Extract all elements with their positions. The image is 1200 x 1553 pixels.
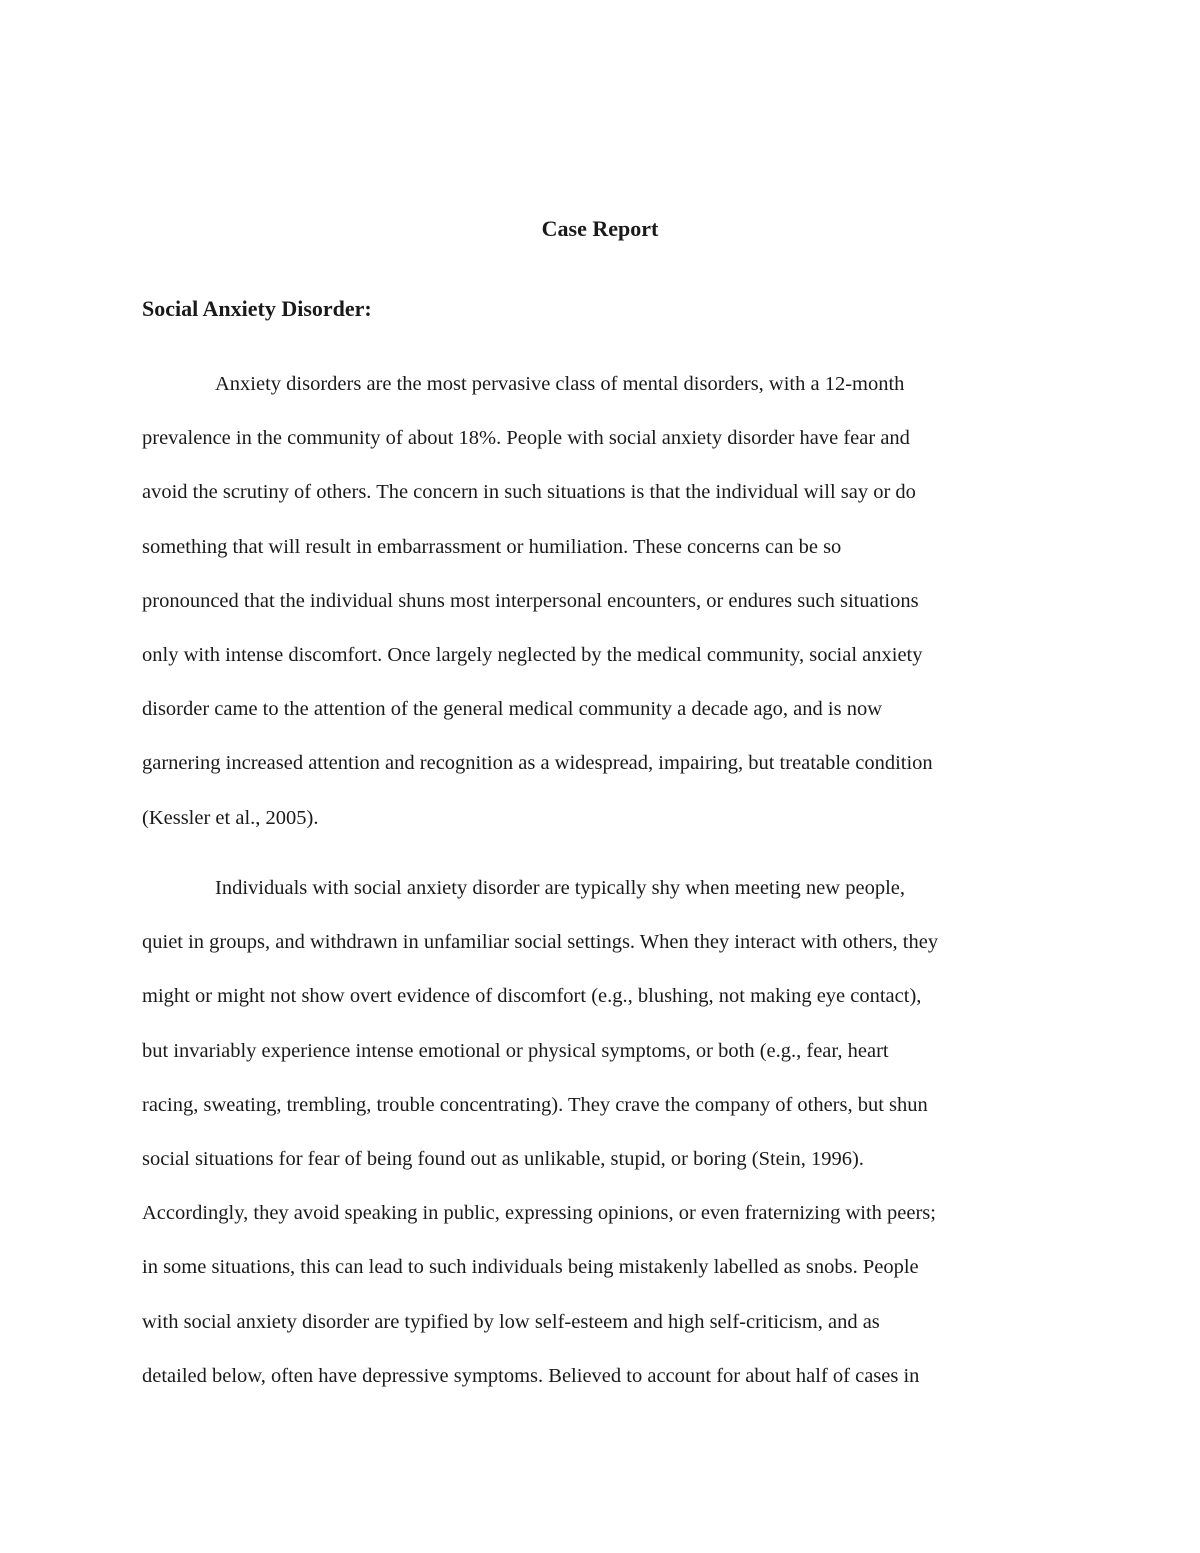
paragraph-line: prevalence in the community of about 18%. People with social anxiety disorder have fear and (142, 427, 910, 450)
paragraph-line: in some situations, this can lead to such individuals being mistakenly labelled as snobs. People (142, 1256, 919, 1279)
paragraph-line: garnering increased attention and recognition as a widespread, impairing, but treatable condition (142, 752, 933, 775)
paragraph-line: avoid the scrutiny of others. The concern in such situations is that the individual will say or do (142, 481, 916, 504)
paragraph-line: disorder came to the attention of the general medical community a decade ago, and is now (142, 698, 883, 721)
paragraph-line: only with intense discomfort. Once largely neglected by the medical community, social anxiety (142, 643, 923, 666)
paragraph-line: but invariably experience intense emotional or physical symptoms, or both (e.g., fear, heart (142, 1039, 889, 1062)
paragraph-line: pronounced that the individual shuns most interpersonal encounters, or endures such situations (142, 589, 919, 612)
document-title: Case Report (541, 216, 659, 241)
paragraph-line: Anxiety disorders are the most pervasive class of mental disorders, with a 12-month (215, 373, 905, 395)
paragraph-line: Accordingly, they avoid speaking in public, expressing opinions, or even fraternizing with peers; (142, 1202, 936, 1225)
section-heading: Social Anxiety Disorder: (142, 296, 372, 321)
paragraph-line: Individuals with social anxiety disorder are typically shy when meeting new people, (215, 877, 905, 899)
paragraph-line: something that will result in embarrassment or humiliation. These concerns can be so (142, 535, 842, 558)
paragraph-line: (Kessler et al., 2005). (142, 806, 319, 829)
paragraph-line: might or might not show overt evidence of discomfort (e.g., blushing, not making eye contact), (142, 985, 922, 1008)
paragraph-line: quiet in groups, and withdrawn in unfamiliar social settings. When they interact with others, they (142, 931, 939, 954)
paragraph-line: detailed below, often have depressive symptoms. Believed to account for about half of cases in (142, 1364, 920, 1387)
paragraph-line: with social anxiety disorder are typified by low self-esteem and high self-criticism, and as (142, 1310, 880, 1333)
paragraph-2 (142, 872, 938, 1414)
paragraph-line: social situations for fear of being found out as unlikable, stupid, or boring (Stein, 1996). (142, 1147, 864, 1170)
paragraph-line: racing, sweating, trembling, trouble concentrating). They crave the company of others, but shun (142, 1093, 928, 1116)
paragraph-1 (142, 368, 933, 856)
